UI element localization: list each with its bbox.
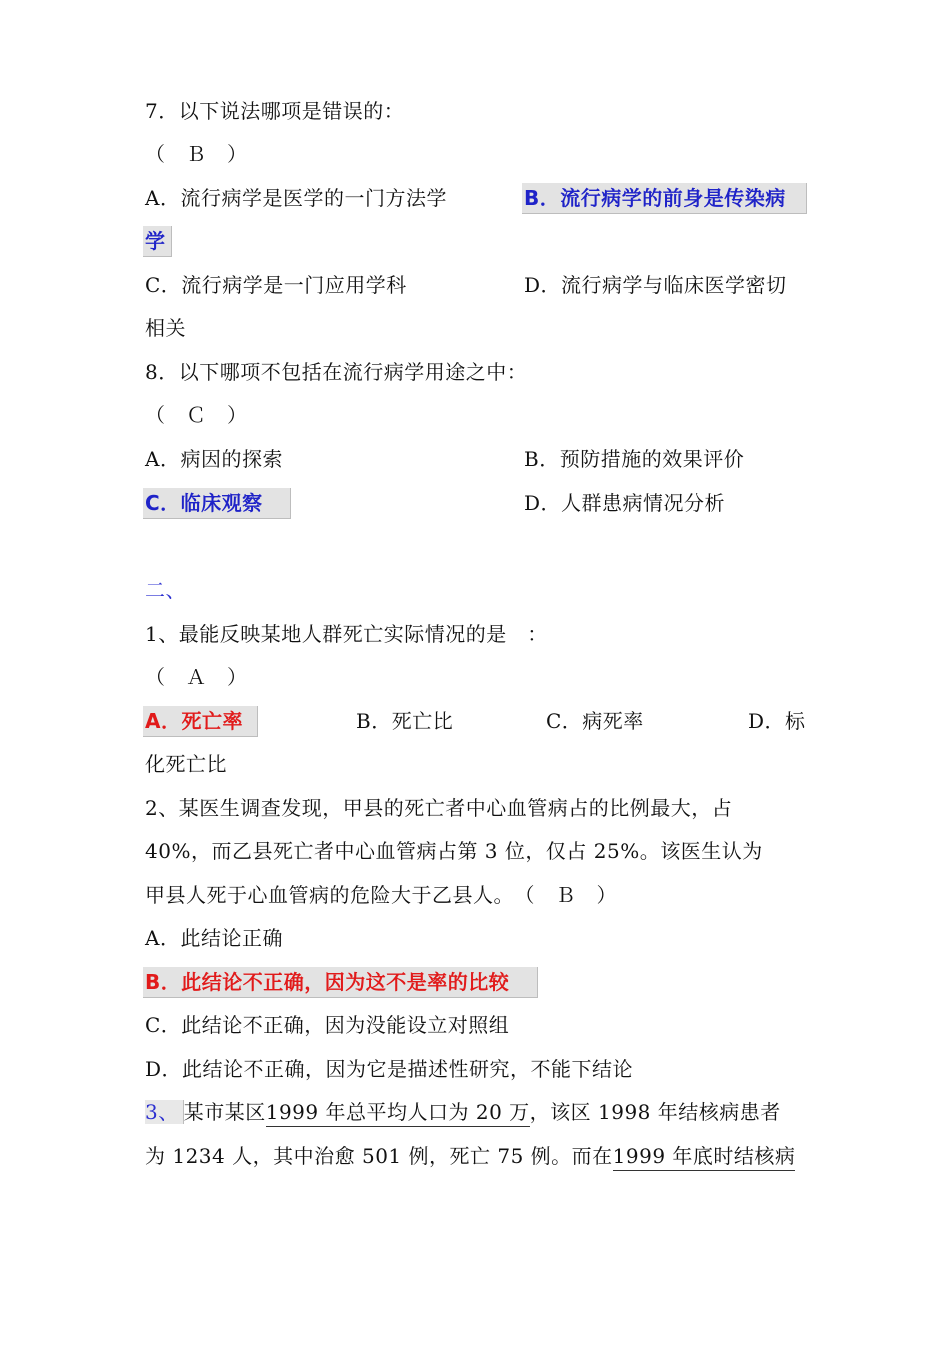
s2q2-option-a: A．此结论正确: [145, 926, 283, 950]
s2q3-line1: [145, 1097, 781, 1127]
q8-answer: （ Ｃ ）: [145, 403, 248, 427]
q8-option-a: A．病因的探索: [145, 447, 283, 471]
q8-stem: 8．以下哪项不包括在流行病学用途之中：: [145, 360, 528, 384]
q8-option-b: B．预防措施的效果评价: [524, 447, 745, 471]
s2q2-stem-line2: 40%，而乙县死亡者中心血管病占第 3 位，仅占 25%。该医生认为: [145, 839, 763, 863]
s2q1-option-c: C．病死率: [546, 709, 644, 733]
s2q1-answer: （ Ａ ）: [145, 665, 248, 689]
q7-option-a: A．流行病学是医学的一门方法学: [145, 186, 447, 210]
s2q2-stem-line1: 2、某医生调查发现，甲县的死亡者中心血管病占的比例最大，占: [145, 796, 733, 820]
section-heading: 二、: [145, 578, 186, 602]
s2q1-option-d: D．标: [748, 709, 806, 733]
s2q3-underlined-population: 1999 年总平均人口为 20 万: [266, 1100, 530, 1127]
s2q3-line2-text-a: 为 1234 人，其中治愈 501 例，死亡 75 例。而在: [145, 1144, 613, 1168]
q8-option-d: D．人群患病情况分析: [524, 491, 726, 515]
s2q2-option-b-highlighted: B．此结论不正确，因为这不是率的比较: [143, 967, 538, 998]
s2q3-underlined-year-end: 1999 年底时结核病: [613, 1144, 796, 1171]
q7-option-c: C．流行病学是一门应用学科: [145, 273, 407, 297]
q7-stem: 7．以下说法哪项是错误的：: [145, 99, 405, 123]
s2q2-option-c: C．此结论不正确，因为没能设立对照组: [145, 1013, 510, 1037]
q7-answer: （ Ｂ ）: [145, 142, 248, 166]
s2q3-line1-text-b: ，该区 1998 年结核病患者: [529, 1100, 781, 1124]
s2q3-line1-text-a: 某市某区: [183, 1100, 266, 1124]
q7-option-d-continuation: 相关: [145, 316, 186, 340]
q7-option-d: D．流行病学与临床医学密切: [524, 273, 787, 297]
q8-option-c-highlighted: C．临床观察: [143, 488, 291, 519]
s2q1-stem: 1、最能反映某地人群死亡实际情况的是 ：: [145, 622, 548, 646]
s2q1-option-d-continuation: 化死亡比: [145, 752, 227, 776]
s2q1-option-b: B．死亡比: [356, 709, 454, 733]
s2q2-stem-line3: 甲县人死于心血管病的危险大于乙县人。 （ Ｂ ）: [145, 883, 617, 907]
s2q2-option-d: D．此结论不正确，因为它是描述性研究，不能下结论: [145, 1057, 634, 1081]
s2q1-option-a-highlighted: A．死亡率: [143, 706, 258, 737]
q7-option-b-continuation: 学: [143, 226, 172, 257]
s2q3-line2: [145, 1141, 795, 1171]
q7-option-b-highlighted: B．流行病学的前身是传染病: [522, 183, 807, 214]
s2q3-number: 3、: [145, 1100, 184, 1124]
